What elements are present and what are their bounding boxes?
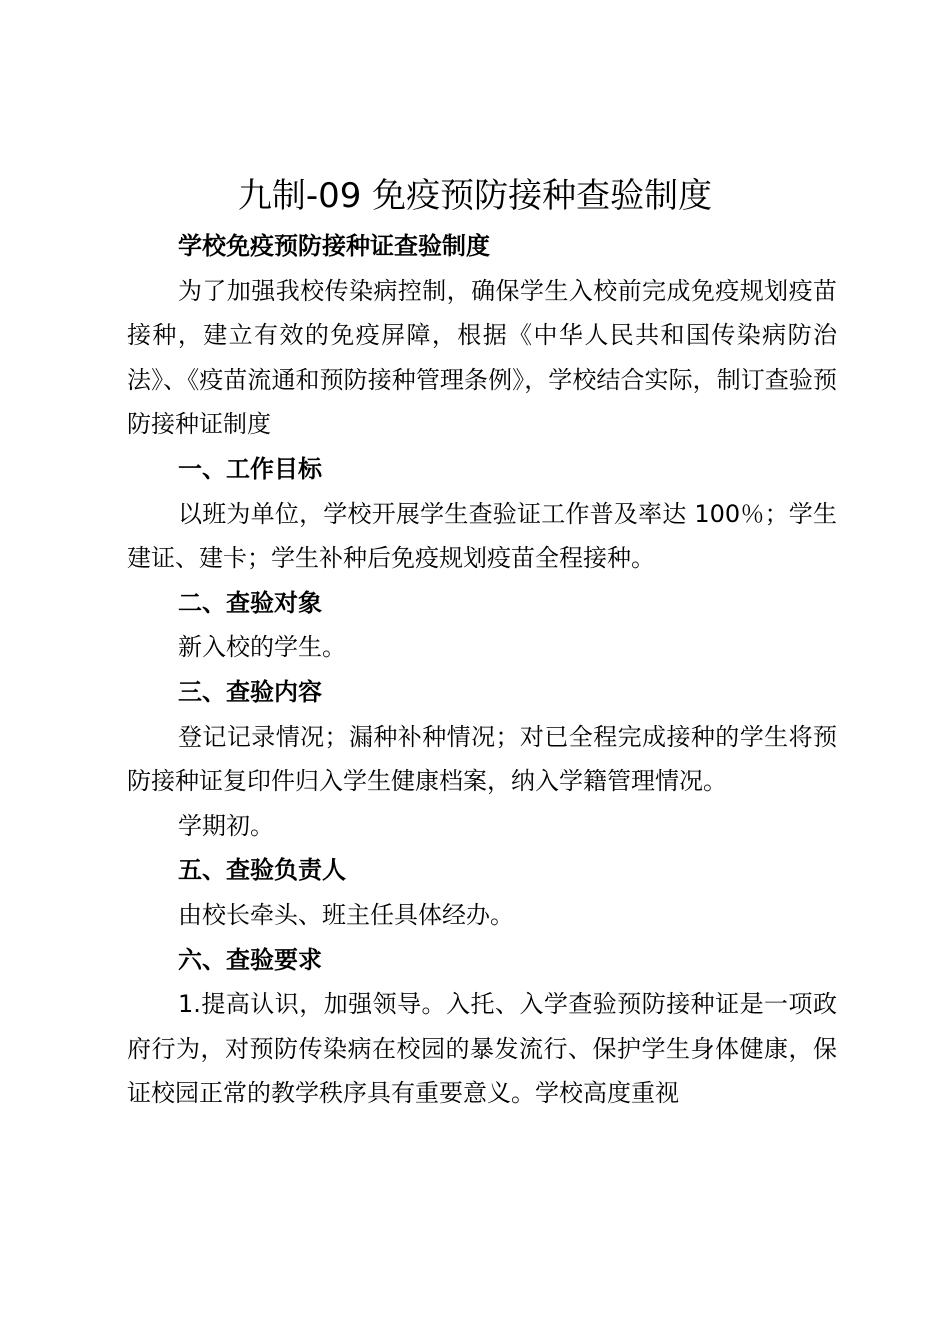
section-heading-goals: 一、工作目标 (178, 454, 322, 483)
section-body-goals: 以班为单位，学校开展学生查验证工作普及率达 100％；学生建证、建卡；学生补种后免疫规划疫苗全程接种。 (127, 499, 837, 573)
intro-paragraph: 为了加强我校传染病控制，确保学生入校前完成免疫规划疫苗接种，建立有效的免疫屏障，根据《中华人民共和国传染病防治法》、《疫苗流通和预防接种管理条例》，学校结合实际，制订查验预防接种证制度 (127, 276, 837, 439)
section-body-timing: 学期初。 (178, 811, 274, 840)
section-body-targets: 新入校的学生。 (178, 633, 346, 662)
section-heading-targets: 二、查验对象 (178, 588, 322, 617)
section-body-requirements: 1.提高认识，加强领导。入托、入学查验预防接种证是一项政府行为，对预防传染病在校园的暴发流行、保护学生身体健康，保证校园正常的教学秩序具有重要意义。学校高度重视 (127, 990, 837, 1108)
section-heading-responsible: 五、查验负责人 (178, 856, 346, 885)
section-heading-content: 三、查验内容 (178, 677, 322, 706)
section-heading-requirements: 六、查验要求 (178, 945, 322, 974)
document-subtitle: 学校免疫预防接种证查验制度 (178, 232, 490, 260)
document-body (127, 224, 837, 1116)
section-body-responsible: 由校长牵头、班主任具体经办。 (178, 900, 514, 929)
section-body-content: 登记记录情况；漏种补种情况；对已全程完成接种的学生将预防接种证复印件归入学生健康档案，纳入学籍管理情况。 (127, 722, 837, 796)
document-title: 九制-09 免疫预防接种查验制度 (237, 176, 713, 216)
